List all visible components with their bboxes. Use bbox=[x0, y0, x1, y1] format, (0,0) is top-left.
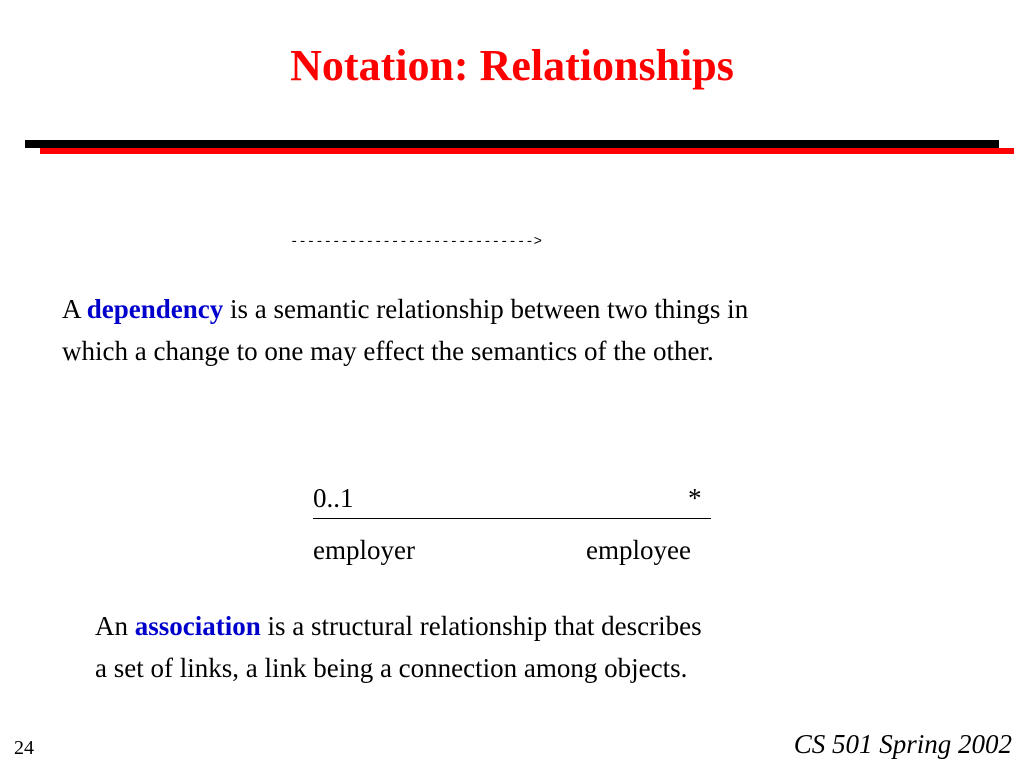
title-rule-red bbox=[40, 148, 1014, 154]
dependency-prefix: A bbox=[62, 294, 87, 324]
association-definition bbox=[95, 605, 702, 689]
association-term: association bbox=[134, 611, 261, 641]
dependency-definition bbox=[62, 288, 748, 372]
association-line-1-rest: is a structural relationship that describes bbox=[260, 611, 702, 641]
role-left: employer bbox=[313, 535, 415, 565]
dependency-term: dependency bbox=[86, 294, 224, 324]
title-rule-black bbox=[25, 140, 999, 148]
page-title: Notation: Relationships bbox=[290, 41, 734, 90]
association-line-1 bbox=[95, 605, 702, 647]
dependency-line-2: which a change to one may effect the semantics of the other. bbox=[62, 336, 714, 366]
page-number: 24 bbox=[14, 737, 34, 759]
role-right: employee bbox=[586, 535, 691, 565]
footer-course: CS 501 Spring 2002 bbox=[793, 729, 1012, 759]
dependency-line-1-rest: is a semantic relationship between two things in bbox=[223, 294, 749, 324]
dependency-arrow: -----------------------------> bbox=[290, 234, 543, 250]
association-line bbox=[313, 518, 711, 519]
association-prefix: An bbox=[95, 611, 135, 641]
dependency-line-1 bbox=[62, 288, 748, 330]
association-line-2: a set of links, a link being a connection among objects. bbox=[95, 653, 688, 683]
multiplicity-left: 0..1 bbox=[313, 483, 354, 513]
multiplicity-right: * bbox=[688, 483, 702, 513]
